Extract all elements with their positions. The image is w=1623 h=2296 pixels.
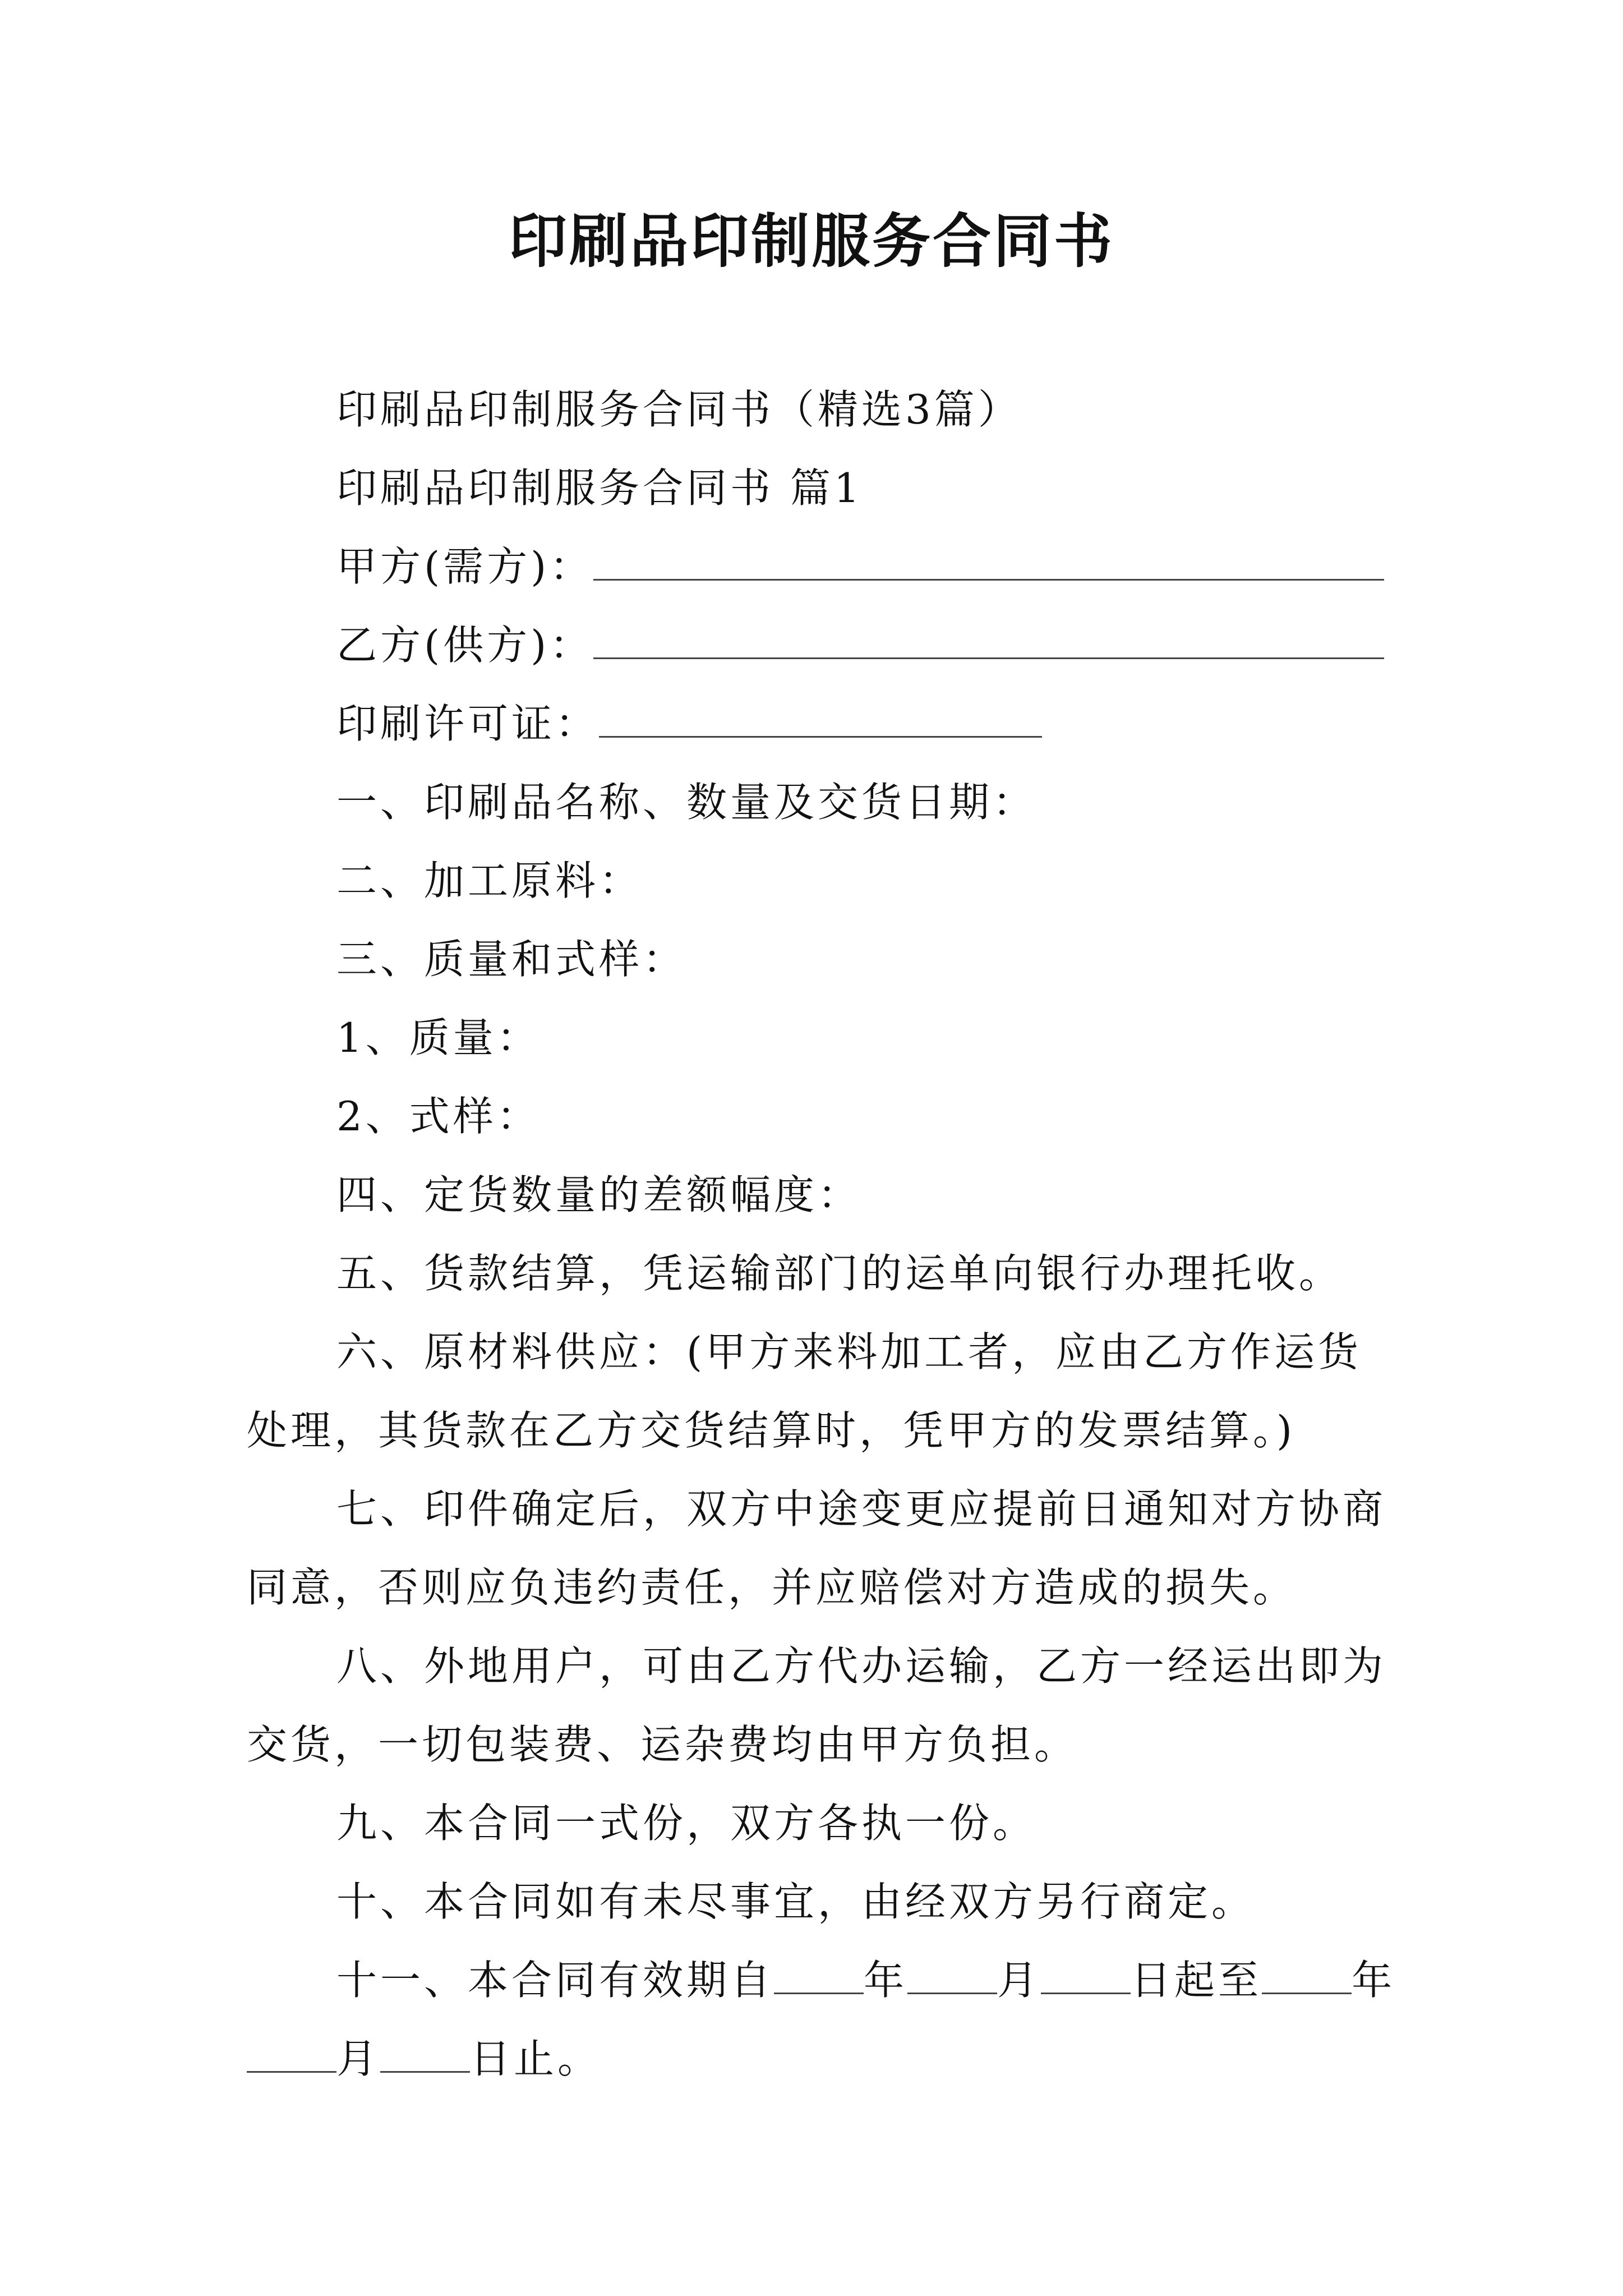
clause-8-line2: 交货，一切包装费、运杂费均由甲方负担。 bbox=[247, 1721, 1078, 1768]
start-year-blank bbox=[774, 1987, 864, 1994]
clause-5: 五、货款结算，凭运输部门的运单向银行办理托收。 bbox=[336, 1250, 1343, 1297]
end-day-blank bbox=[380, 2065, 470, 2073]
party-a-label: 甲方(需方)： bbox=[336, 543, 594, 590]
clause-2: 二、加工原料： bbox=[336, 857, 643, 904]
document-subtitle: 印刷品印制服务合同书（精选3篇） bbox=[336, 386, 1022, 433]
clause-7-line2: 同意，否则应负违约责任，并应赔偿对方造成的损失。 bbox=[247, 1564, 1297, 1611]
clause-11-prefix: 十一、本合同有效期自 bbox=[336, 1957, 774, 2004]
clause-10: 十、本合同如有未尽事宜，由经双方另行商定。 bbox=[336, 1878, 1256, 1925]
end-month-blank bbox=[247, 2065, 336, 2073]
clause-3-2: 2、式样： bbox=[336, 1093, 541, 1140]
clause-7-line1: 七、印件确定后，双方中途变更应提前日通知对方协商 bbox=[336, 1485, 1387, 1533]
end-day-label: 日止。 bbox=[470, 2035, 602, 2082]
license-blank bbox=[599, 730, 1042, 738]
start-day-label: 日起至 bbox=[1131, 1957, 1262, 2004]
clause-1: 一、印刷品名称、数量及交货日期： bbox=[336, 779, 1037, 826]
clause-9: 九、本合同一式份，双方各执一份。 bbox=[336, 1800, 1037, 1847]
section-heading: 印刷品印制服务合同书 篇1 bbox=[336, 464, 863, 512]
start-month-blank bbox=[907, 1987, 997, 1994]
party-b-row bbox=[336, 617, 1384, 673]
party-b-blank bbox=[593, 652, 1384, 659]
party-b-label: 乙方(供方)： bbox=[336, 622, 594, 669]
document-title: 印刷品印制服务合同书 bbox=[508, 206, 1114, 275]
clause-4: 四、定货数量的差额幅度： bbox=[336, 1171, 862, 1218]
clause-6-line2: 处理，其货款在乙方交货结算时，凭甲方的发票结算。) bbox=[247, 1407, 1296, 1454]
start-day-blank bbox=[1041, 1987, 1131, 1994]
start-month-label: 月 bbox=[997, 1957, 1041, 2004]
clause-8-line1: 八、外地用户，可由乙方代办运输，乙方一经运出即为 bbox=[336, 1642, 1387, 1690]
clause-11-line2 bbox=[247, 2031, 601, 2087]
end-year-label: 年 bbox=[1352, 1957, 1396, 2004]
license-label: 印刷许可证： bbox=[336, 700, 600, 747]
clause-3-1: 1、质量： bbox=[336, 1014, 541, 1061]
end-year-blank bbox=[1262, 1987, 1352, 1994]
start-year-label: 年 bbox=[864, 1957, 908, 2004]
clause-6-line1: 六、原材料供应：(甲方来料加工者，应由乙方作运货 bbox=[336, 1328, 1362, 1375]
end-month-label: 月 bbox=[336, 2035, 381, 2082]
license-row bbox=[336, 696, 1042, 752]
clause-3: 三、质量和式样： bbox=[336, 936, 687, 983]
clause-11-line1 bbox=[336, 1952, 1395, 2008]
party-a-row bbox=[336, 539, 1384, 595]
party-a-blank bbox=[593, 573, 1384, 581]
